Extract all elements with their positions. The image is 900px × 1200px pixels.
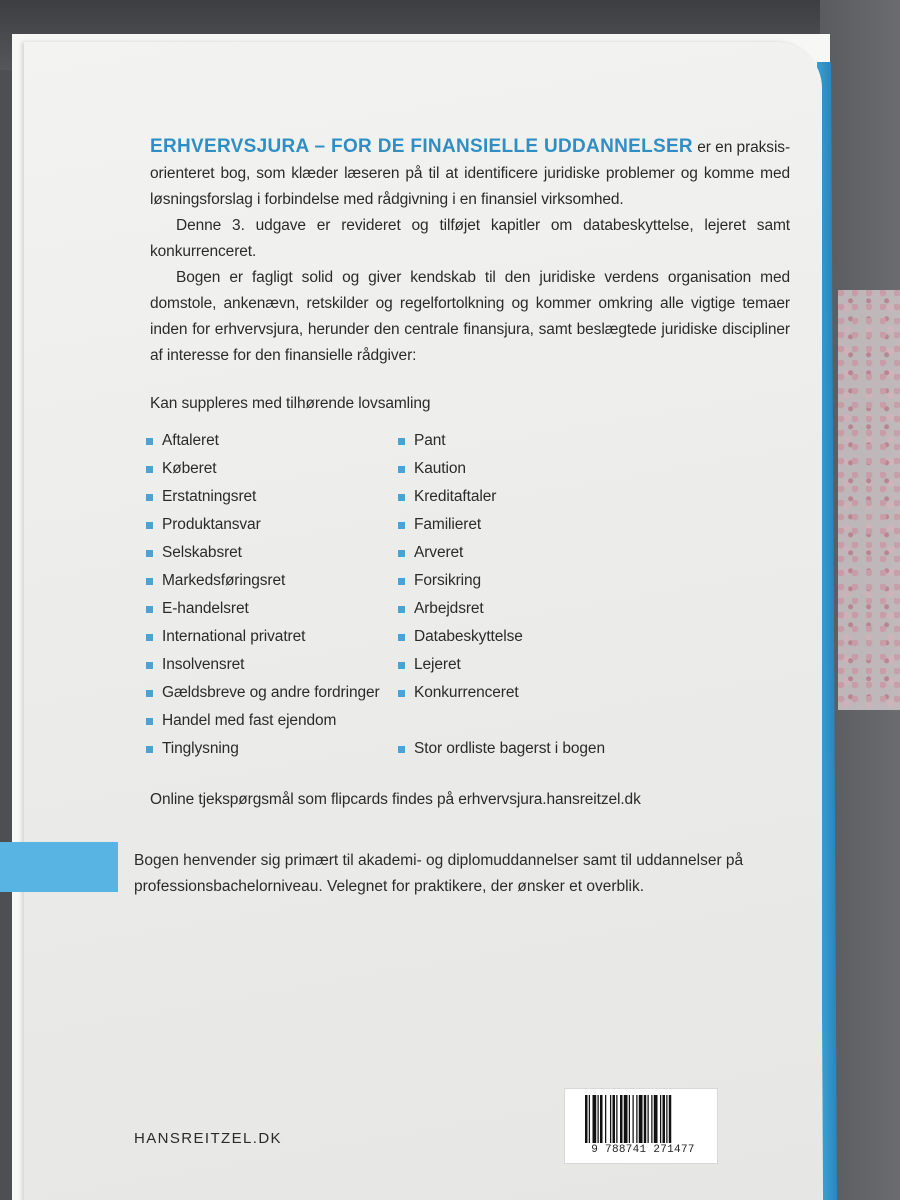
square-bullet-icon	[146, 522, 153, 529]
publisher-url: HANSREITZEL.DK	[134, 1130, 282, 1147]
square-bullet-icon	[398, 746, 405, 753]
square-bullet-icon	[398, 662, 405, 669]
barcode-bars	[585, 1095, 703, 1143]
intro-paragraph	[150, 134, 790, 213]
list-item: Konkurrenceret	[398, 679, 718, 707]
list-item: Handel med fast ejendom	[146, 707, 398, 735]
square-bullet-icon	[146, 718, 153, 725]
square-bullet-icon	[398, 466, 405, 473]
square-bullet-icon	[398, 634, 405, 641]
barcode-graphic	[585, 1095, 703, 1143]
list-item: Markedsføringsret	[146, 567, 398, 595]
square-bullet-icon	[146, 746, 153, 753]
list-item: Arveret	[398, 539, 718, 567]
square-bullet-icon	[398, 494, 405, 501]
list-item: International privatret	[146, 623, 398, 651]
supplement-note: Kan suppleres med tilhørende lovsamling	[150, 395, 431, 412]
audience-paragraph: Bogen henvender sig primært til akademi- og diplomuddannelser samt til uddannelser på professionsbachelorniveau. Velegnet for praktikere, der ønsker et overblik.	[134, 852, 744, 895]
square-bullet-icon	[146, 634, 153, 641]
square-bullet-icon	[146, 438, 153, 445]
list-item: Gældsbreve og andre fordringer	[146, 679, 398, 707]
list-item: Lejeret	[398, 651, 718, 679]
online-note: Online tjekspørgsmål som flipcards findes på erhvervsjura.hansreitzel.dk	[150, 791, 641, 808]
list-item: Selskabsret	[146, 539, 398, 567]
list-item: Erstatningsret	[146, 483, 398, 511]
accent-bar	[0, 842, 118, 892]
list-item: Arbejdsret	[398, 595, 718, 623]
square-bullet-icon	[146, 662, 153, 669]
list-item: Produktansvar	[146, 511, 398, 539]
book-title: ERHVERVSJURA – FOR DE FINANSIELLE UDDANNELSER	[150, 136, 693, 157]
list-item: Insolvensret	[146, 651, 398, 679]
background-fabric	[838, 290, 900, 710]
square-bullet-icon	[146, 466, 153, 473]
barcode	[564, 1088, 718, 1164]
square-bullet-icon	[398, 550, 405, 557]
list-item: Stor ordliste bagerst i bogen	[398, 735, 718, 763]
list-item: Forsikring	[398, 567, 718, 595]
square-bullet-icon	[146, 606, 153, 613]
edition-paragraph: Denne 3. udgave er revideret og tilføjet kapitler om databeskyttelse, lejeret samt konkurrenceret.	[150, 217, 790, 260]
square-bullet-icon	[398, 690, 405, 697]
topic-list-left	[146, 427, 398, 763]
list-item: Tinglysning	[146, 735, 398, 763]
list-item: Kaution	[398, 455, 718, 483]
list-item: Kreditaftaler	[398, 483, 718, 511]
list-item: Aftaleret	[146, 427, 398, 455]
square-bullet-icon	[398, 578, 405, 585]
list-item: Pant	[398, 427, 718, 455]
square-bullet-icon	[146, 550, 153, 557]
square-bullet-icon	[146, 494, 153, 501]
topic-list-right	[398, 427, 718, 763]
square-bullet-icon	[146, 578, 153, 585]
topic-lists	[150, 427, 790, 763]
list-item: Databeskyttelse	[398, 623, 718, 651]
back-cover-text	[150, 134, 790, 813]
isbn-number: 9 788741 271477	[591, 1144, 695, 1156]
intro-text: er en praksis-orienteret bog, som klæder læseren på til at identificere juridiske problemer og komme med løsningsforslag i forbindelse med rådgivning i en finansiel virksomhed.	[150, 139, 791, 208]
square-bullet-icon	[398, 522, 405, 529]
list-item: Familieret	[398, 511, 718, 539]
square-bullet-icon	[146, 690, 153, 697]
square-bullet-icon	[398, 438, 405, 445]
description-paragraph: Bogen er fagligt solid og giver kendskab til den juridiske verdens organisation med domstole, ankenævn, retskilder og regelfortolkning og kommer omkring alle vigtige temaer inden for erhvervsjura, herunder den centrale finansjura, samt beslægtede juridiske discipliner af interesse for den finansielle rådgiver:	[150, 269, 790, 364]
list-item: E-handelsret	[146, 595, 398, 623]
list-item: Køberet	[146, 455, 398, 483]
list-spacer	[398, 707, 718, 735]
square-bullet-icon	[398, 606, 405, 613]
